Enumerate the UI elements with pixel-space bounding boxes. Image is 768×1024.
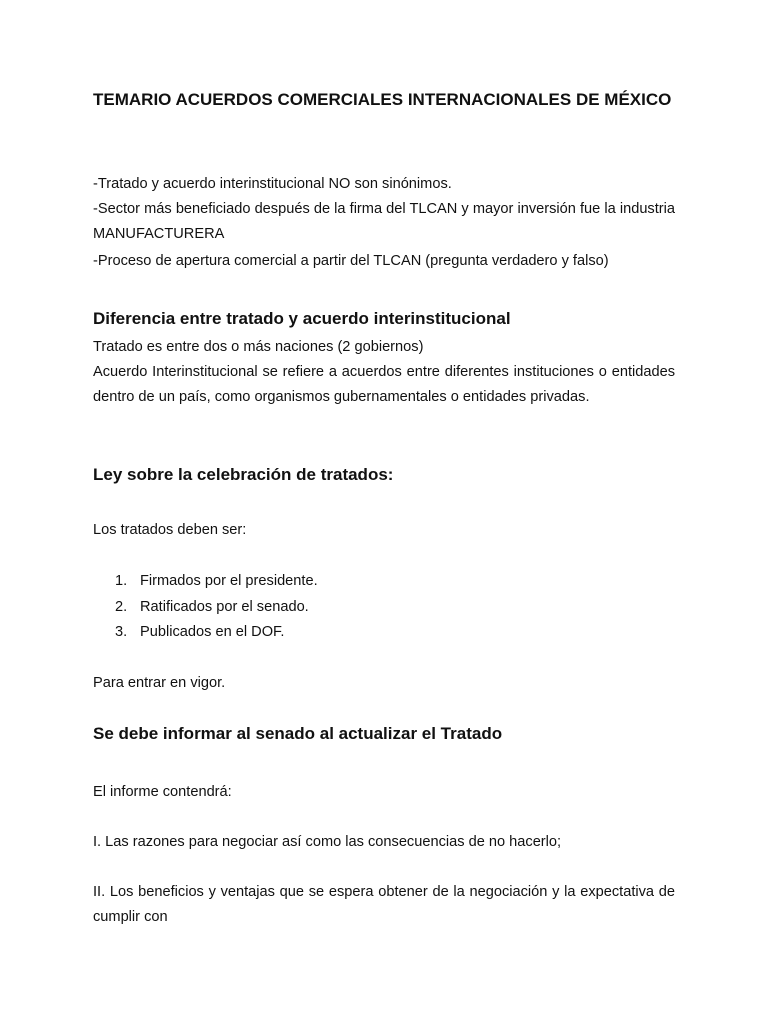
document-title: TEMARIO ACUERDOS COMERCIALES INTERNACIONALES DE MÉXICO: [93, 90, 672, 109]
tratados-requirements-list: [93, 569, 675, 646]
list-item-number: 1.: [115, 573, 128, 589]
list-item-number: 3.: [115, 624, 128, 640]
intro-line-3: -Proceso de apertura comercial a partir del TLCAN (pregunta verdadero y falso): [93, 253, 609, 269]
tratado-definition: Tratado es entre dos o más naciones (2 gobiernos): [93, 339, 424, 355]
document-page: [93, 0, 675, 1024]
list-item-text: Ratificados por el senado.: [140, 598, 309, 615]
informe-item-i: I. Las razones para negociar así como las consecuencias de no hacerlo;: [93, 834, 562, 850]
list-item-text: Publicados en el DOF.: [140, 624, 285, 640]
list-item: [93, 620, 675, 646]
section-heading-informe: Se debe informar al senado al actualizar el Tratado: [93, 724, 503, 743]
list-item-text: Firmados por el presidente.: [140, 573, 318, 589]
informe-lead: El informe contendrá:: [93, 784, 232, 800]
informe-item-ii: II. Los beneficios y ventajas que se espera obtener de la negociación y la expectativa de cumplir con: [93, 884, 675, 925]
tratados-lead: Los tratados deben ser:: [93, 522, 247, 538]
list-item-number: 2.: [115, 598, 128, 615]
intro-line-1: -Tratado y acuerdo interinstitucional NO son sinónimos.: [93, 176, 452, 192]
section-heading-ley: Ley sobre la celebración de tratados:: [93, 465, 394, 484]
list-item: [93, 595, 675, 621]
vigor-note: Para entrar en vigor.: [93, 675, 226, 691]
intro-line-2: -Sector más beneficiado después de la firma del TLCAN y mayor inversión fue la industria MANUFACTURERA: [93, 201, 675, 242]
acuerdo-definition: Acuerdo Interinstitucional se refiere a acuerdos entre diferentes instituciones o entidades dentro de un país, como organismos gubernamentales o entidades privadas.: [93, 364, 675, 405]
section-heading-diferencia: Diferencia entre tratado y acuerdo interinstitucional: [93, 309, 511, 328]
list-item: [93, 569, 675, 595]
